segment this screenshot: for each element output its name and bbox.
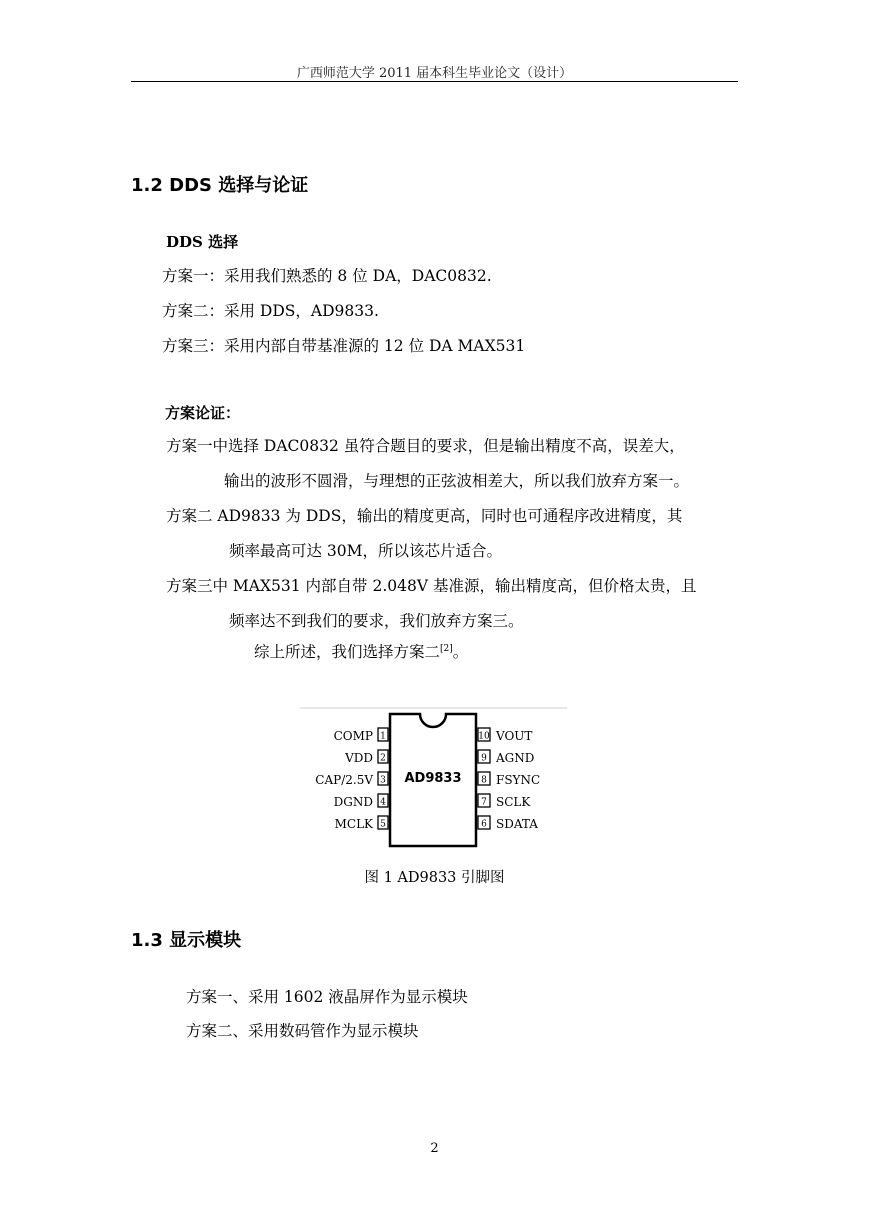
pin-vout [478,728,532,743]
pin-dgnd [334,794,388,809]
svg-text:MCLK: MCLK [334,817,373,831]
svg-text:8: 8 [481,775,487,786]
pin-comp [334,728,388,743]
argument-3-line-1: 方案三中 MAX531 内部自带 2.048V 基准源，输出精度高，但价格太贵，且 [166,577,697,595]
svg-text:DGND: DGND [333,795,373,809]
option-line-1: 方案一：采用我们熟悉的 8 位 DA，DAC0832. [162,267,492,285]
svg-text:3: 3 [380,775,386,786]
svg-text:AGND: AGND [496,751,535,765]
svg-text:CAP/2.5V: CAP/2.5V [315,773,373,787]
option-line-3: 方案三：采用内部自带基准源的 12 位 DA MAX531 [162,337,526,355]
argument-2-line-2: 频率最高可达 30M，所以该芯片适合。 [229,542,503,560]
pin-sclk [478,794,531,809]
dds-selection-title: DDS 选择 [166,233,239,251]
pin-fsync [478,772,540,787]
citation: [2] [440,644,453,654]
svg-text:7: 7 [481,797,487,808]
pin-sdata [478,816,538,831]
argument-1-line-1: 方案一中选择 DAC0832 虽符合题目的要求，但是输出精度不高，误差大， [166,437,685,455]
display-option-1: 方案一、采用 1602 液晶屏作为显示模块 [186,988,468,1006]
display-option-2: 方案二、采用数码管作为显示模块 [186,1022,419,1040]
conclusion: 综上所述，我们选择方案二[2]。 [254,643,469,661]
argument-2-line-1: 方案二 AD9833 为 DDS，输出的精度更高，同时也可通程序改进精度，其 [166,507,683,525]
svg-text:VDD: VDD [345,751,373,765]
svg-text:9: 9 [481,753,487,764]
svg-text:5: 5 [380,819,386,830]
figure-caption: 图 1 AD9833 引脚图 [364,870,505,886]
pin-vdd [344,750,388,765]
section-heading-1-3: 1.3 显示模块 [131,930,242,951]
header-rule [131,81,738,82]
svg-text:COMP: COMP [333,729,373,743]
argument-3-line-2: 频率达不到我们的要求，我们放弃方案三。 [229,612,524,630]
svg-text:6: 6 [481,819,487,830]
running-header: 广西师范大学 2011 届本科生毕业论文（设计） [296,66,573,81]
ad9833-pinout-figure [300,707,567,853]
pin-mclk [335,816,388,831]
chip-label: AD9833 [404,771,462,786]
svg-text:SCLK: SCLK [496,795,531,809]
svg-text:SDATA: SDATA [496,817,538,831]
argument-title: 方案论证： [165,404,241,422]
pin-agnd [478,750,534,765]
svg-text:2: 2 [380,753,386,764]
svg-text:1: 1 [380,731,386,742]
argument-1-line-2: 输出的波形不圆滑，与理想的正弦波相差大，所以我们放弃方案一。 [224,472,690,490]
svg-text:4: 4 [380,797,386,808]
option-line-2: 方案二：采用 DDS，AD9833. [162,302,379,320]
svg-text:VOUT: VOUT [496,729,533,743]
svg-text:10: 10 [478,731,490,742]
section-heading-1-2: 1.2 DDS 选择与论证 [131,175,309,196]
page-number: 2 [430,1141,439,1156]
svg-text:FSYNC: FSYNC [496,773,541,787]
